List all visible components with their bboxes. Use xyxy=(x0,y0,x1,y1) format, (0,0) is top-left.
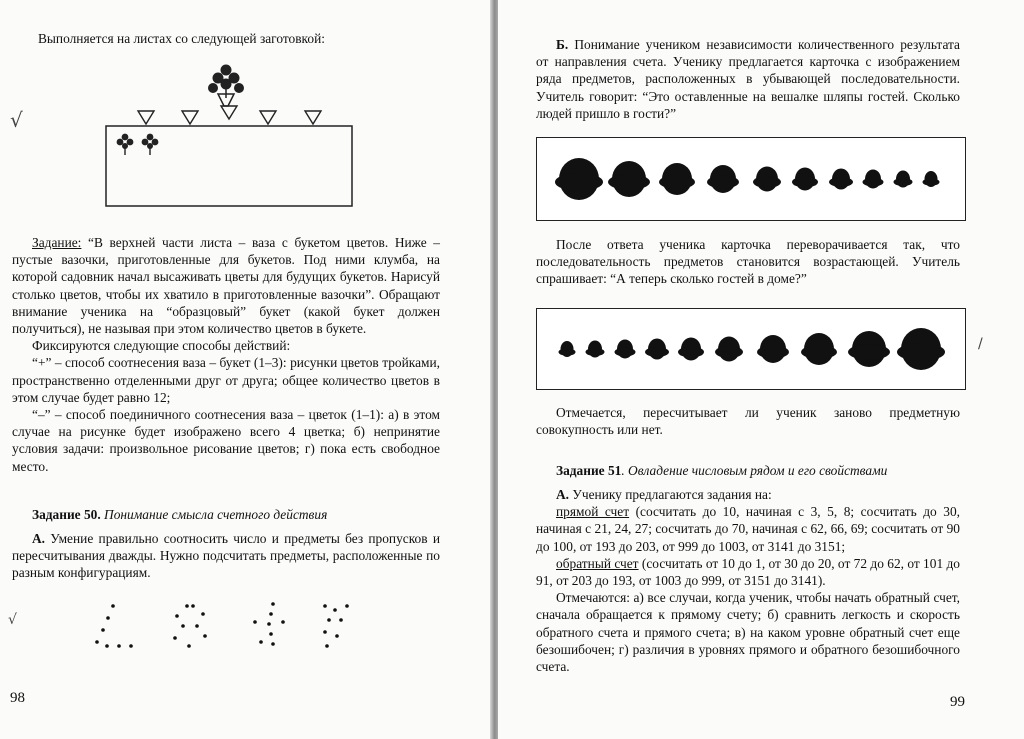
hats-increasing xyxy=(537,309,965,389)
empty-vase-4 xyxy=(260,111,276,124)
task50-title: Понимание смысла счетного действия xyxy=(100,507,328,522)
note-paragraph: Отмечается, пересчитывает ли ученик заново предметную совокупность или нет. xyxy=(536,405,960,438)
hats-card-increasing xyxy=(536,308,966,390)
task51-a-text: Ученику предлагаются задания на: xyxy=(569,487,772,502)
b-text: Понимание учеником независимости количественного результата от направления счета. Ученику предлагается карточка с изображением ряда предметов, расположенных в убывающей последовательности. Учитель говорит: “Это оставленные на вешалке шляпы гостей. Сколько людей пришло в гости?” xyxy=(536,37,960,121)
fix-text: Фиксируются следующие способы действий: xyxy=(32,338,291,354)
page-number-left: 98 xyxy=(10,690,25,706)
bouquet-vase xyxy=(209,65,244,106)
empty-vase-5 xyxy=(305,111,321,124)
task50-a xyxy=(12,530,440,582)
minus-method: “–” – способ поединичного соотнесения ваза – цветок (1–1): а) в этом случае на рисунке будет изображено всего 4 цветка; б) непринятие условия задачи: произвольное рисование цветов; г) пока есть свободное место. xyxy=(12,407,440,474)
page-number-right: 99 xyxy=(950,694,965,710)
task-block xyxy=(12,234,440,475)
task50-a-text: Умение правильно соотносить число и предметы без пропусков и пересчитывания дважды. Нужно подсчитать предметы, расположенные по разным конфигурациям. xyxy=(12,531,440,581)
b-label: Б. xyxy=(556,37,569,52)
task50-heading xyxy=(12,506,440,523)
task51-a-label: А. xyxy=(556,487,570,502)
plus-method: “+” – способ соотнесения ваза – букет (1–3): рисунки цветов тройками, пространственно отделенными друг от друга; общее количество цветов в этом случае будет равно 12; xyxy=(12,355,440,405)
task51-number: Задание 51 xyxy=(556,463,622,478)
hats-decreasing xyxy=(537,138,965,220)
empty-vase-3 xyxy=(221,106,237,119)
planted-flowers xyxy=(117,134,159,155)
task-label: Задание: xyxy=(32,235,82,250)
flower-worksheet-figure xyxy=(100,58,360,208)
after-answer-paragraph: После ответа ученика карточка переворачивается так, что последовательность предметов становится возрастающей. Учитель спрашивает: “А теперь сколько гостей в доме?” xyxy=(536,237,960,287)
reverse-count-label: обратный счет xyxy=(556,555,639,571)
direct-count-label: прямой счет xyxy=(556,504,630,520)
observed-text: Отмечаются: а) все случаи, когда ученик, чтобы начать обратный счет, сначала обращается к прямому счету; б) сравнить легкость и скорость обратного счета и прямого счета; в) на каком уровне обратный счет еще безошибочен; г) различия в уровнях прямого и обратного безошибочного счета. xyxy=(536,590,960,675)
direct-count-text: (сосчитать до 10, начиная с 3, 5, 8; сосчитать до 30, начиная с 21, 24, 27; сосчитать до 70, начиная с 62, 66, 69; сосчитать от 90 до 100, от 193 до 203, от 999 до 1003, от 3141 до 3151; xyxy=(536,504,960,554)
task-text: “В верхней части листа – ваза с букетом цветов. Ниже – пустые вазочки, приготовленные для букетов. Под ними клумба, на которой садовник начал высаживать цветы для будущих букетов. Нарисуй столько цветов, чтобы их хватило в приготовленные вазочки”. Обращают внимание ученика на “образцовый” букет (какой букет должен получиться), не называя при этом количество цветов в букете. xyxy=(12,235,440,337)
hats-card-decreasing xyxy=(536,137,966,221)
empty-vase-2 xyxy=(182,111,198,124)
task50-number: Задание 50. xyxy=(32,507,101,522)
task51-heading xyxy=(536,462,960,479)
margin-mark-right: / xyxy=(978,336,983,352)
task50-a-label: А. xyxy=(32,531,46,546)
after-answer-text xyxy=(536,236,960,288)
section-b xyxy=(536,36,960,122)
task51-body xyxy=(536,486,960,675)
task51-title: . Овладение числовым рядом и его свойствами xyxy=(621,463,888,478)
left-page xyxy=(0,0,492,739)
right-page xyxy=(498,0,1024,739)
reverse-count-text: (сосчитать от 10 до 1, от 30 до 20, от 72 до 62, от 101 до 91, от 203 до 193, от 1003 до 999, от 3151 до 3141). xyxy=(536,555,960,589)
empty-vase-1 xyxy=(138,111,154,124)
note-text xyxy=(536,404,960,438)
margin-check-mark: √ xyxy=(10,108,23,132)
margin-mark: √ xyxy=(8,612,17,628)
flowerbed xyxy=(106,126,352,206)
dot-configurations-figure xyxy=(85,600,365,660)
intro-text: Выполняется на листах со следующей заготовкой: xyxy=(38,31,325,46)
